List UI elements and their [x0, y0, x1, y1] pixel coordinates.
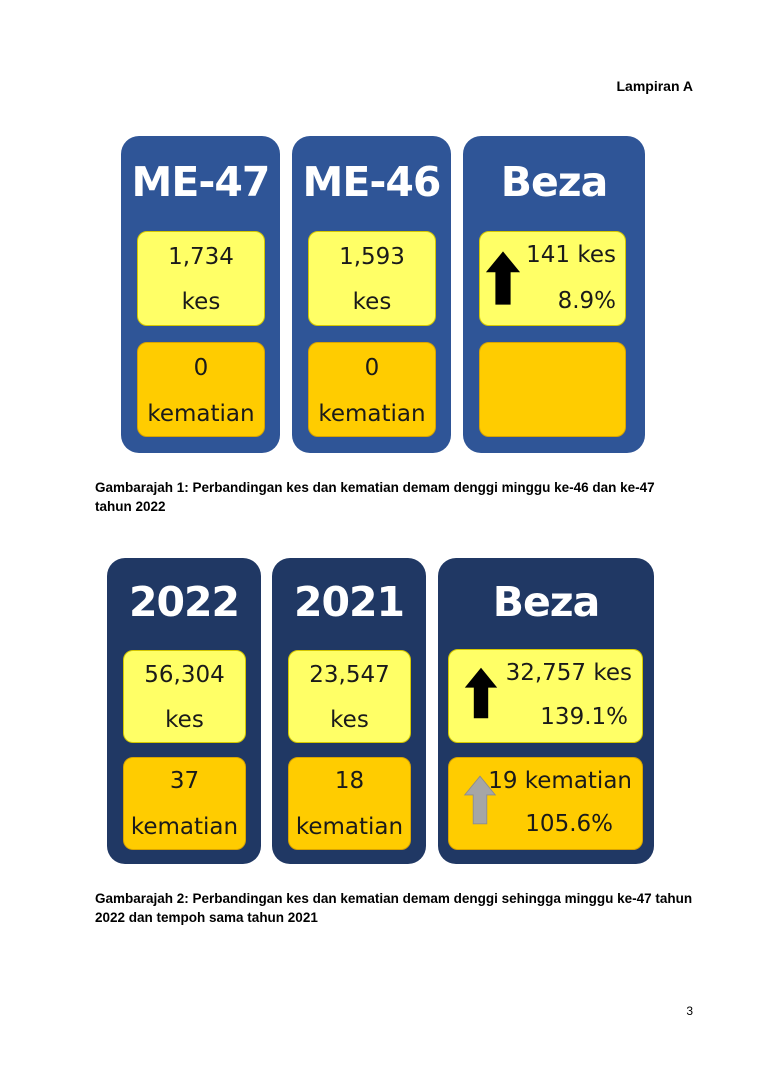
deaths-change: 19 kematian: [488, 768, 632, 794]
figure-2-caption: Gambarajah 2: Perbandingan kes dan kematian demam denggi sehingga minggu ke-47 tahun 2022 dan tempoh sama tahun 2021: [95, 891, 693, 925]
cases-value: 56,304: [144, 662, 225, 688]
cases-unit: kes: [181, 289, 221, 315]
panel-title: ME-46: [302, 158, 441, 206]
deaths-value: 0: [364, 355, 380, 381]
up-arrow-icon: [484, 248, 522, 308]
deaths-unit: kematian: [318, 401, 426, 427]
cases-change: 32,757 kes: [505, 660, 632, 686]
figure-1-caption: Gambarajah 1: Perbandingan kes dan kematian demam denggi minggu ke-46 dan ke-47 tahun 2022: [95, 480, 655, 514]
page-number: 3: [686, 1004, 693, 1018]
panel-title: 2022: [128, 578, 240, 626]
cases-unit: kes: [330, 707, 369, 733]
panel-2021: [272, 558, 426, 864]
cases-unit: kes: [165, 707, 204, 733]
deaths-box: [288, 757, 411, 850]
panel-title: 2021: [293, 578, 405, 626]
deaths-diff-box: [448, 757, 643, 850]
cases-diff-box: [448, 649, 643, 743]
deaths-box: [137, 342, 265, 437]
appendix-label: Lampiran A: [616, 78, 693, 94]
cases-unit: kes: [352, 289, 392, 315]
deaths-pct: 105.6%: [525, 811, 613, 837]
panel-2022: [107, 558, 261, 864]
cases-box: [288, 650, 411, 743]
cases-value: 1,734: [168, 244, 234, 270]
panel-title: Beza: [492, 578, 600, 626]
panel-me47: [121, 136, 280, 453]
panel-title: Beza: [500, 158, 608, 206]
panel-me46: [292, 136, 451, 453]
cases-box: [137, 231, 265, 326]
panel-diff: [438, 558, 654, 864]
cases-box: [123, 650, 246, 743]
deaths-box: [308, 342, 436, 437]
cases-value: 1,593: [339, 244, 405, 270]
cases-pct: 8.9%: [557, 288, 616, 314]
cases-change: 141 kes: [526, 242, 616, 268]
cases-diff-box: [479, 231, 626, 326]
panel-diff: [463, 136, 645, 453]
deaths-unit: kematian: [147, 401, 255, 427]
panel-title: ME-47: [131, 158, 270, 206]
deaths-unit: kematian: [130, 814, 239, 840]
deaths-value: 37: [169, 768, 200, 794]
deaths-value: 18: [334, 768, 365, 794]
deaths-unit: kematian: [295, 814, 404, 840]
cases-box: [308, 231, 436, 326]
deaths-box: [123, 757, 246, 850]
deaths-value: 0: [193, 355, 209, 381]
cases-value: 23,547: [309, 662, 390, 688]
cases-pct: 139.1%: [540, 704, 628, 730]
up-arrow-icon: [463, 664, 499, 722]
deaths-diff-box: [479, 342, 626, 437]
